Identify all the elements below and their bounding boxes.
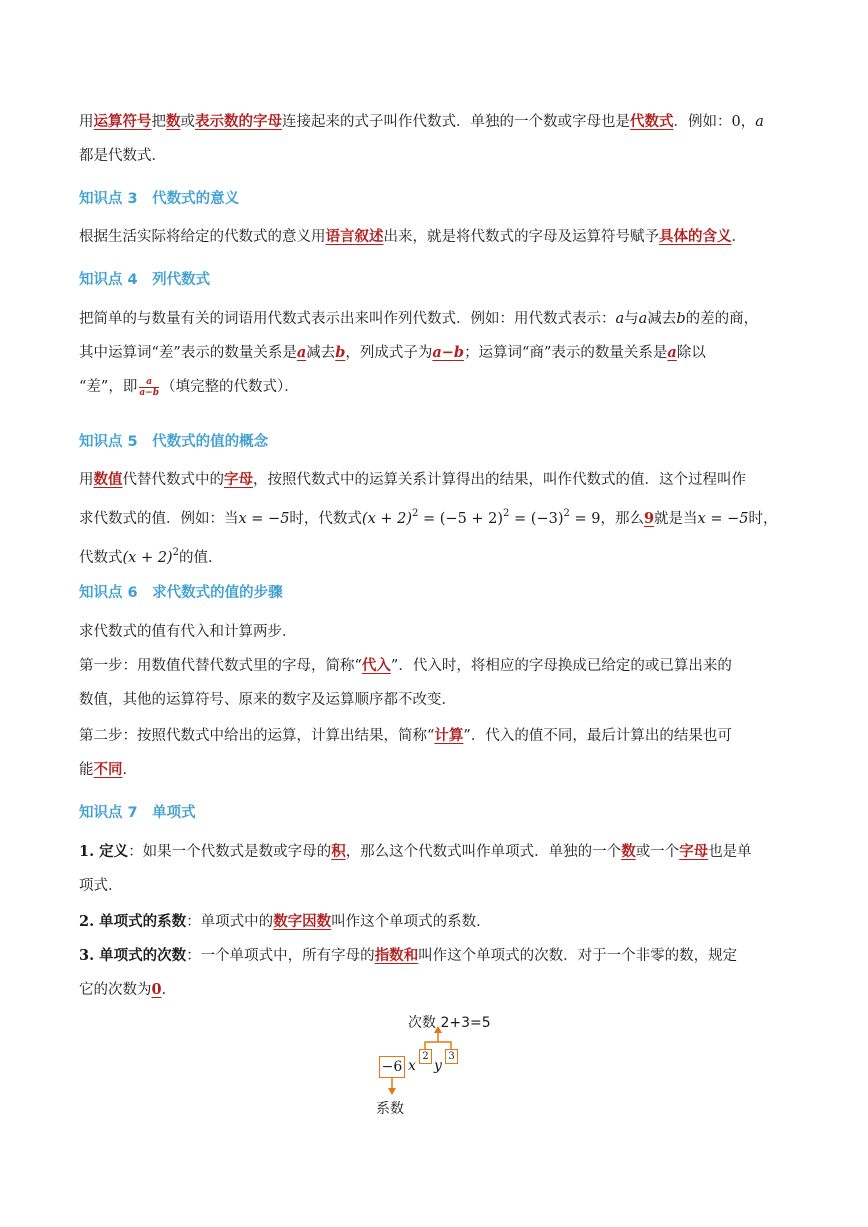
paragraph-meaning: 根据生活实际将给定的代数式的意义用语言叙述出来，就是将代数式的字母及运算符号赋予具体的含义． — [79, 228, 746, 245]
paragraph-monomial-definition: 1. 定义：如果一个代数式是数或字母的积，那么这个代数式叫作单项式．单独的一个数或一个字母也是单 项式． — [79, 843, 752, 894]
exponent-y-box: 3 — [445, 1049, 458, 1064]
answer-blank: 字母 — [224, 471, 253, 488]
paragraph-value-concept: 用数值代替代数式中的字母，按照代数式中的运算关系计算得出的结果，叫作代数式的值．这个过程叫作 求代数式的值．例如：当x = −5时，代数式$(x + 2)^2 = (-5 + 2)^2 = (-3)^2 = 9$，那么9就是当x = −5时， 代数式$(x + 2)^2$的值． — [79, 471, 778, 566]
paragraph-step-two: 第二步：按照代数式中给出的运算，计算出结果，简称“计算”．代入的值不同，最后计算出的结果也可 能不同． — [79, 727, 732, 778]
answer-blank: 指数 — [374, 947, 404, 964]
answer-blank: 表示数的字母 — [195, 113, 282, 130]
paragraph-step-one: 第一步：用数值代替代数式里的字母，简称“代入”．代入时，将相应的字母换成已给定的或已算出来的 数值，其他的运算符号、原来的数字及运算顺序都不改变． — [79, 657, 732, 708]
degree-label: 次数 2+3=5 — [408, 1015, 491, 1031]
answer-blank: a−b — [432, 344, 465, 361]
coefficient-box: −6 — [379, 1056, 405, 1078]
answer-blank: 计算 — [434, 727, 464, 744]
paragraph-steps-intro: 求代数式的值有代入和计算两步． — [79, 624, 297, 640]
answer-blank: 数 — [621, 843, 636, 860]
answer-blank: 运算符号 — [93, 113, 152, 130]
exponent-x-box: 2 — [419, 1049, 432, 1064]
answer-blank: 不同 — [93, 761, 123, 778]
coef-arrowhead — [388, 1088, 396, 1095]
answer-blank: 9 — [643, 510, 655, 527]
monomial-diagram — [370, 1012, 500, 1122]
answer-blank: b — [335, 344, 346, 361]
degree-bracket — [425, 1042, 451, 1049]
variable-y: y — [434, 1058, 442, 1074]
section-heading: 知识点 6 求代数式的值的步骤 — [79, 585, 283, 601]
answer-blank: 和 — [403, 947, 419, 964]
answer-blank: 数 — [166, 113, 181, 130]
section-heading: 知识点 7 单项式 — [79, 805, 196, 821]
paragraph-list-expression: 把简单的与数量有关的词语用代数式表示出来叫作列代数式．例如：用代数式表示：a与a减去b的差的商， 其中运算词“差”表示的数量关系是a减去b，列成式子为a−b；运算词“商”表示的数量关系是a除以 “差”，即 $\frac{a}{a-b}$ （填完整的代数式）． — [79, 311, 759, 398]
answer-blank: 数值 — [93, 471, 123, 488]
section-heading: 知识点 5 代数式的值的概念 — [79, 434, 269, 450]
answer-blank: 具体的含义 — [659, 228, 732, 245]
answer-blank: 字母 — [679, 843, 709, 860]
coefficient-label: 系数 — [376, 1101, 404, 1117]
paragraph-degree: 3. 单项式的次数：一个单项式中，所有字母的指数和叫作这个单项式的次数．对于一个非零的数，规定 它的次数为0． — [79, 947, 738, 998]
answer-blank: 0 — [151, 981, 162, 998]
answer-blank: 积 — [331, 843, 346, 860]
variable-x: x — [408, 1058, 416, 1074]
answer-blank: 代数式 — [630, 113, 674, 130]
answer-blank: a — [667, 344, 677, 361]
section-heading: 知识点 4 列代数式 — [79, 272, 211, 288]
section-heading: 知识点 3 代数式的意义 — [79, 191, 240, 207]
paragraph-coefficient: 2. 单项式的系数：单项式中的数字因数叫作这个单项式的系数． — [79, 913, 491, 930]
fraction: $\frac{a}{a-b}$ — [139, 376, 159, 398]
answer-blank: 代入 — [361, 657, 391, 674]
answer-blank: a — [296, 344, 307, 361]
answer-blank: 语言叙述 — [325, 228, 384, 245]
answer-blank: 数字因数 — [273, 913, 332, 930]
paragraph-definition: 用运算符号把数或表示数的字母连接起来的式子叫作代数式．单独的一个数或字母也是代数式．例如：0，a 都是代数式． — [79, 113, 764, 164]
